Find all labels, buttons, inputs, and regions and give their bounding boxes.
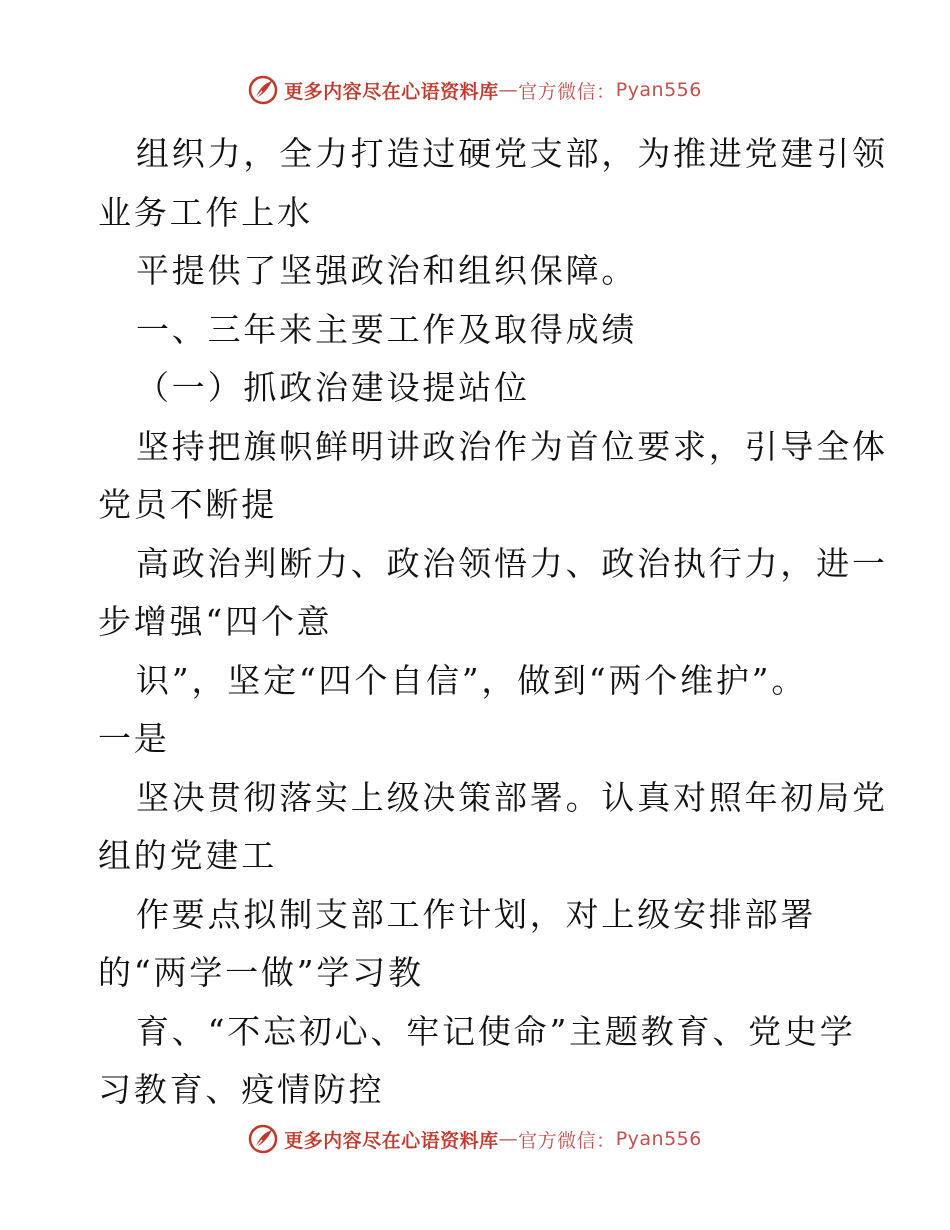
- text-line: 的“两学一做”学习教: [98, 953, 424, 992]
- text-line: 党员不断提: [98, 485, 277, 524]
- header-watermark: [0, 70, 950, 110]
- text-line: 高政治判断力、政治领悟力、政治执行力，进一: [136, 543, 888, 583]
- watermark-suffix: 官方微信：: [518, 1129, 616, 1152]
- feather-quill-logo-icon: [248, 1124, 278, 1154]
- text-line: 识”，坚定“四个自信”，做到“两个维护”。: [136, 660, 808, 700]
- footer-watermark: [0, 1119, 950, 1159]
- text-line: 组的党建工: [98, 836, 277, 875]
- text-line: 一、三年来主要工作及取得成绩: [136, 309, 638, 349]
- text-line: 育、“不忘初心、牢记使命”主题教育、党史学: [136, 1011, 856, 1051]
- text-line: （一）抓政治建设提站位: [136, 368, 530, 407]
- watermark-brand: 更多内容尽在心语资料库: [284, 1129, 499, 1152]
- watermark-brand: 更多内容尽在心语资料库: [284, 80, 499, 103]
- text-line: 组织力，全力打造过硬党支部，为推进党建引领: [136, 134, 888, 173]
- text-line: 平提供了坚强政治和组织保障。: [136, 251, 638, 290]
- text-line: 一是: [98, 719, 170, 758]
- text-line: 坚持把旗帜鲜明讲政治作为首位要求，引导全体: [136, 426, 888, 466]
- watermark-separator: —: [498, 1128, 519, 1150]
- feather-quill-logo-icon: [248, 75, 278, 105]
- watermark-wechat-id: Pyan556: [615, 1128, 702, 1150]
- document-body: [98, 125, 888, 1120]
- text-line: 业务工作上水: [98, 192, 313, 232]
- text-line: 作要点拟制支部工作计划，对上级安排部署: [136, 894, 817, 934]
- text-line: 步增强“四个意: [98, 602, 333, 641]
- watermark-wechat-id: Pyan556: [615, 79, 702, 101]
- watermark-separator: —: [498, 79, 519, 101]
- watermark-suffix: 官方微信：: [518, 80, 616, 103]
- text-line: 坚决贯彻落实上级决策部署。认真对照年初局党: [136, 777, 888, 817]
- text-line: 习教育、疫情防控: [98, 1070, 385, 1109]
